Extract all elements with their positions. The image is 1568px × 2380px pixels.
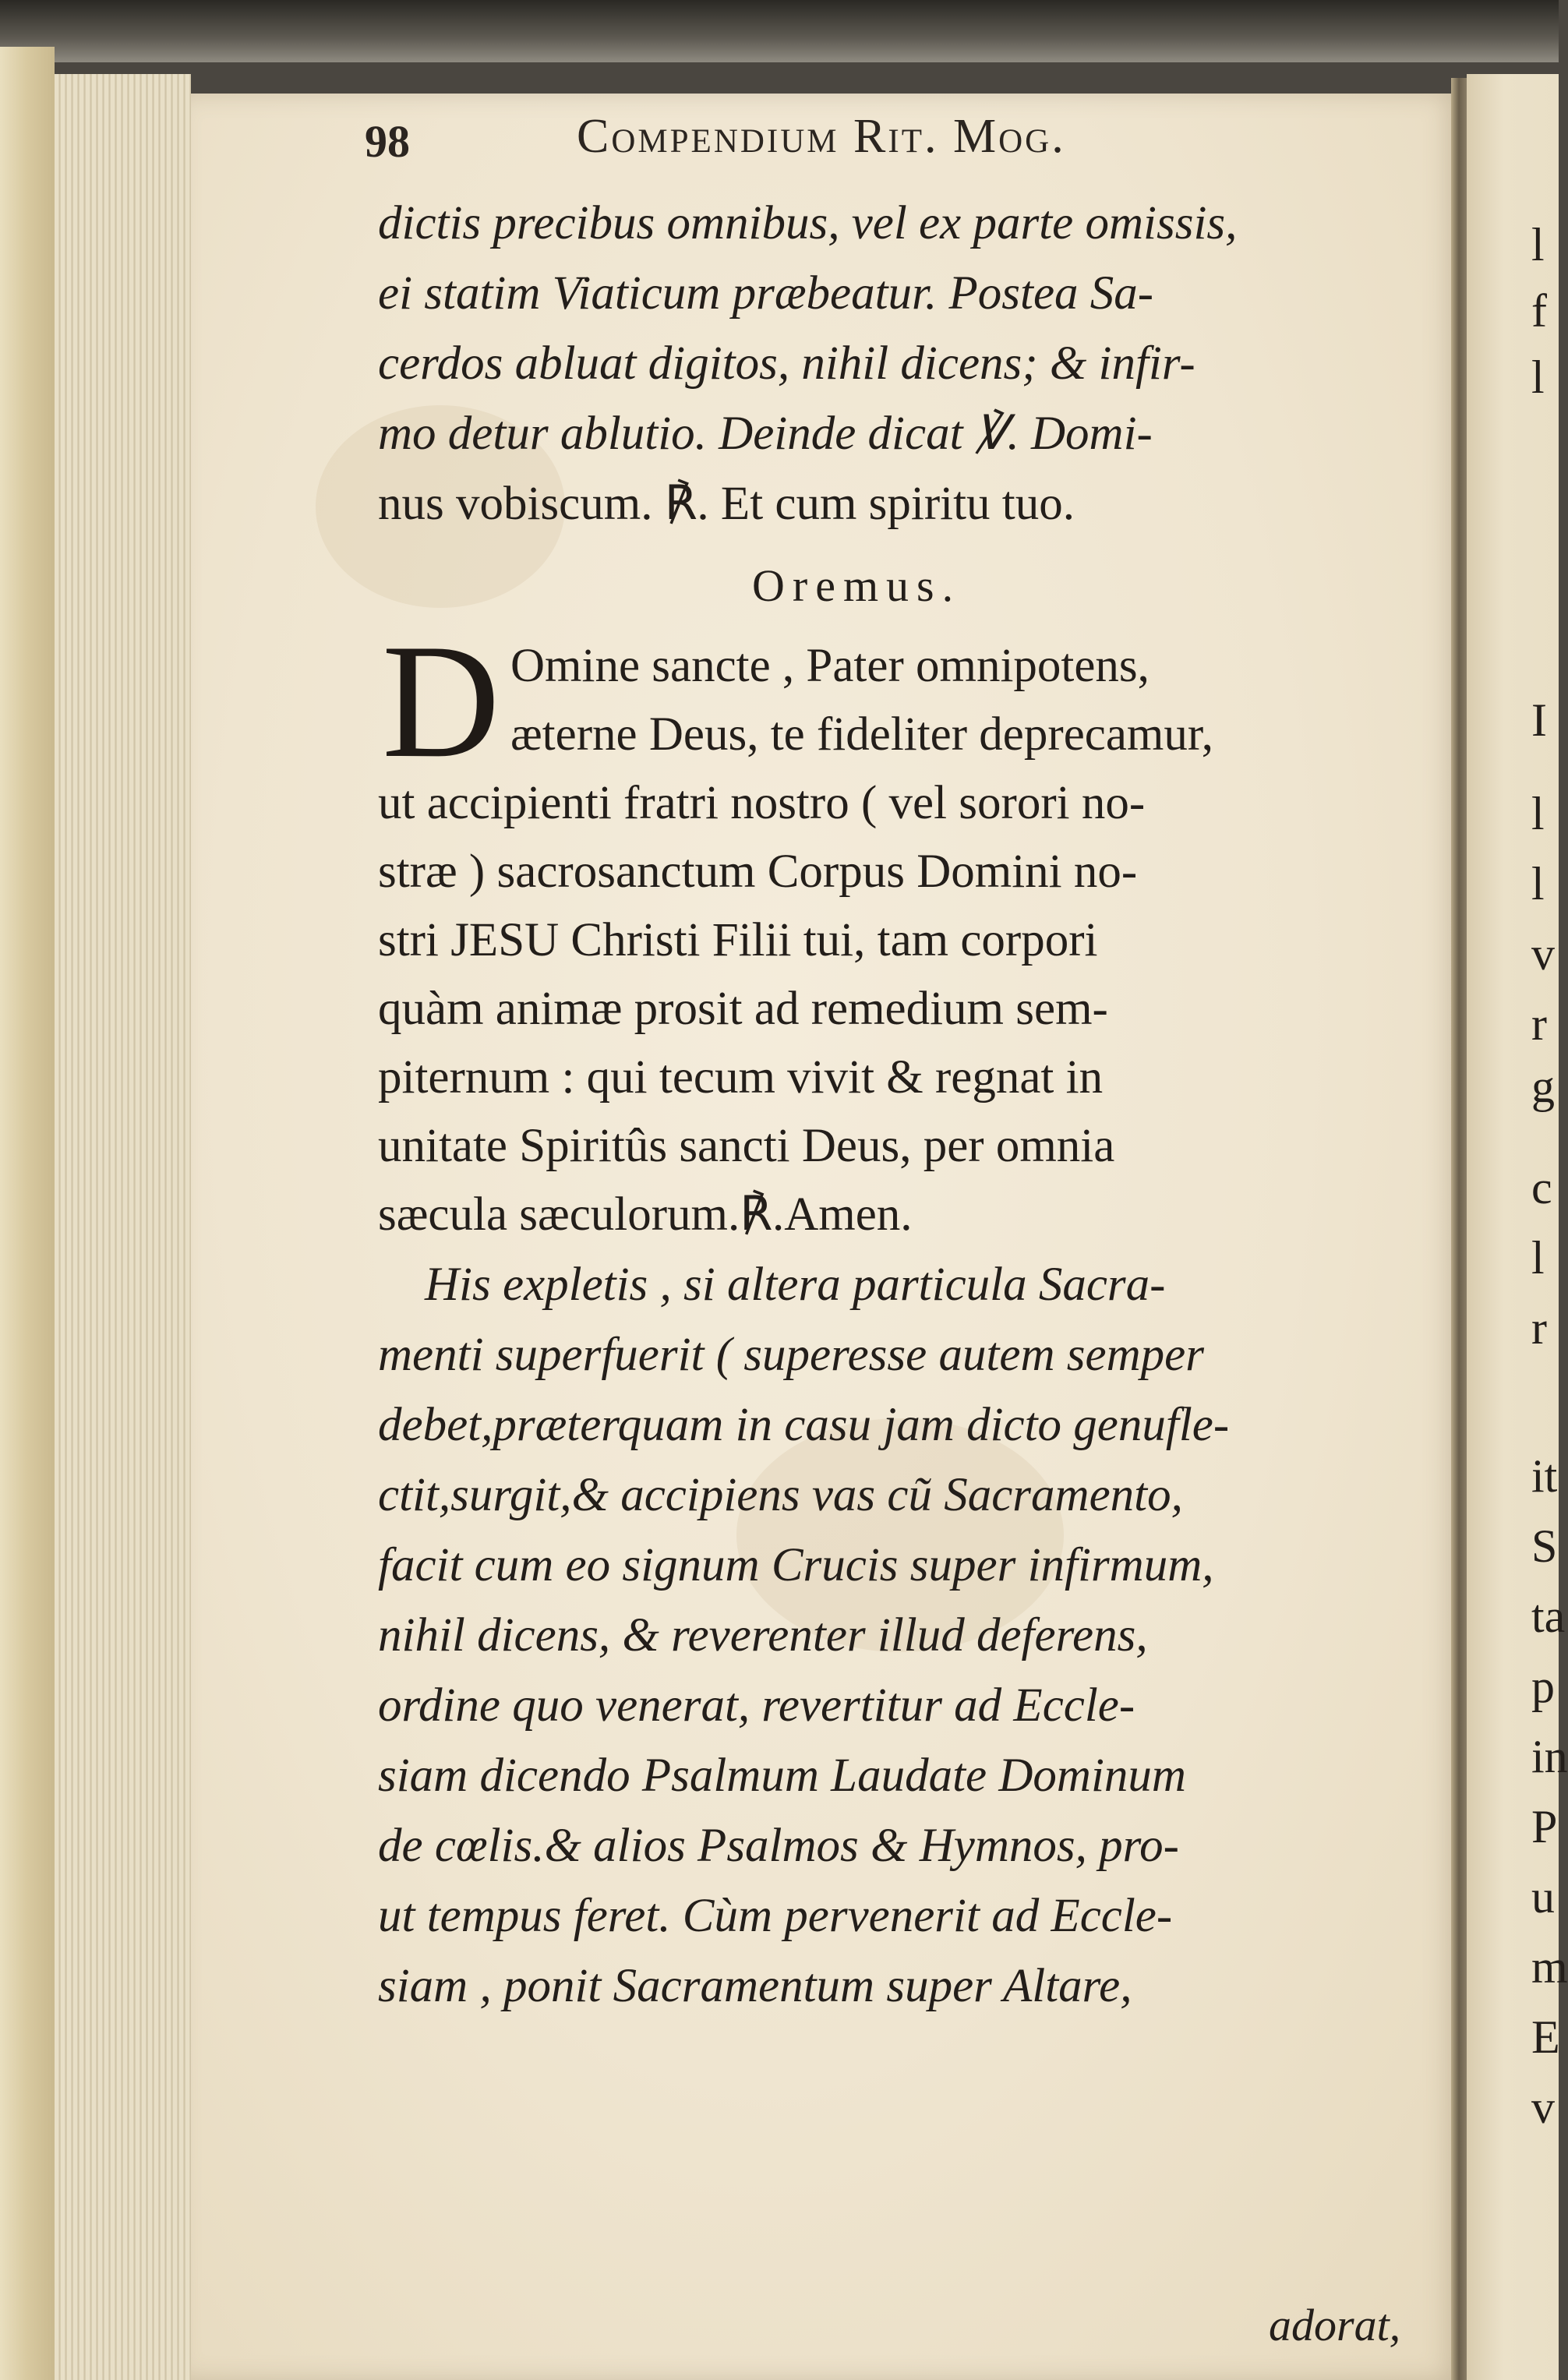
fragment: it xyxy=(1531,1450,1558,1502)
book-top-edge xyxy=(0,0,1559,62)
fragment: c xyxy=(1531,1162,1552,1213)
text-line: debet,præterquam in casu jam dicto genufle- xyxy=(378,1399,1230,1451)
fragment: r xyxy=(1531,1302,1547,1354)
text-line: quàm animæ prosit ad remedium sem- xyxy=(378,983,1108,1035)
text-line: ctit,surgit,& accipiens vas cũ Sacramento, xyxy=(378,1469,1183,1521)
text-line: sæcula sæculorum.℟.Amen. xyxy=(378,1188,913,1241)
fragment: g xyxy=(1531,1061,1555,1112)
text-line: æterne Deus, te fideliter deprecamur, xyxy=(510,708,1213,761)
fragment: v xyxy=(1531,2082,1555,2133)
text-line: menti superfuerit ( superesse autem semper xyxy=(378,1329,1204,1381)
fragment: ta xyxy=(1531,1591,1566,1642)
running-title: Compendium Rit. Mog. xyxy=(577,110,1066,163)
fragment: v xyxy=(1531,928,1555,980)
text-line: ei statim Viaticum præbeatur. Postea Sa- xyxy=(378,267,1154,320)
fragment: S xyxy=(1531,1520,1558,1572)
fragment: l xyxy=(1531,351,1545,403)
text-line: facit cum eo signum Crucis super infirmum, xyxy=(378,1539,1214,1591)
text-line: stræ ) sacrosanctum Corpus Domini no- xyxy=(378,846,1138,898)
text-line: unitate Spiritûs sancti Deus, per omnia xyxy=(378,1120,1115,1172)
page-number: 98 xyxy=(365,116,410,167)
text-line: ut accipienti fratri nostro ( vel sorori no- xyxy=(378,777,1146,829)
text-line: siam dicendo Psalmum Laudate Dominum xyxy=(378,1750,1186,1802)
fragment: I xyxy=(1531,694,1547,746)
text-line: His expletis , si altera particula Sacra- xyxy=(425,1259,1166,1311)
page-edges xyxy=(55,74,191,2380)
text-line: ut tempus feret. Cùm pervenerit ad Eccle- xyxy=(378,1890,1173,1942)
drop-capital: D xyxy=(382,611,500,792)
fragment: E xyxy=(1531,2011,1560,2063)
text-line: mo detur ablutio. Deinde dicat ℣. Domi- xyxy=(378,408,1153,460)
text-line: Omine sancte , Pater omnipotens, xyxy=(510,640,1150,692)
fragment: u xyxy=(1531,1871,1555,1923)
text-line: cerdos abluat digitos, nihil dicens; & infir- xyxy=(378,337,1195,390)
fragment: P xyxy=(1531,1801,1558,1852)
fragment: l xyxy=(1531,219,1545,270)
text-line: nus vobiscum. ℟. Et cum spiritu tuo. xyxy=(378,478,1075,530)
gutter xyxy=(1451,78,1467,2380)
text-line: de cœlis.& alios Psalmos & Hymnos, pro- xyxy=(378,1820,1179,1872)
fragment: l xyxy=(1531,788,1545,839)
fragment: l xyxy=(1531,858,1545,909)
fragment: l xyxy=(1531,1232,1545,1284)
fragment: f xyxy=(1531,285,1547,337)
text-line: nihil dicens, & reverenter illud deferens, xyxy=(378,1609,1148,1661)
text-line: siam , ponit Sacramentum super Altare, xyxy=(378,1960,1132,2012)
fragment: in xyxy=(1531,1731,1568,1782)
text-line: dictis precibus omnibus, vel ex parte omissis, xyxy=(378,197,1238,249)
oremus-heading: Oremus. xyxy=(752,560,962,611)
text-line: piternum : qui tecum vivit & regnat in xyxy=(378,1051,1104,1103)
binding-edge xyxy=(0,47,55,2380)
text-line: stri JESU Christi Filii tui, tam corpori xyxy=(378,914,1098,966)
text-line: ordine quo venerat, revertitur ad Eccle- xyxy=(378,1679,1135,1732)
catchword: adorat, xyxy=(1269,2300,1401,2350)
fragment: m xyxy=(1531,1941,1568,1993)
fragment: p xyxy=(1531,1661,1555,1712)
fragment: r xyxy=(1531,998,1547,1050)
